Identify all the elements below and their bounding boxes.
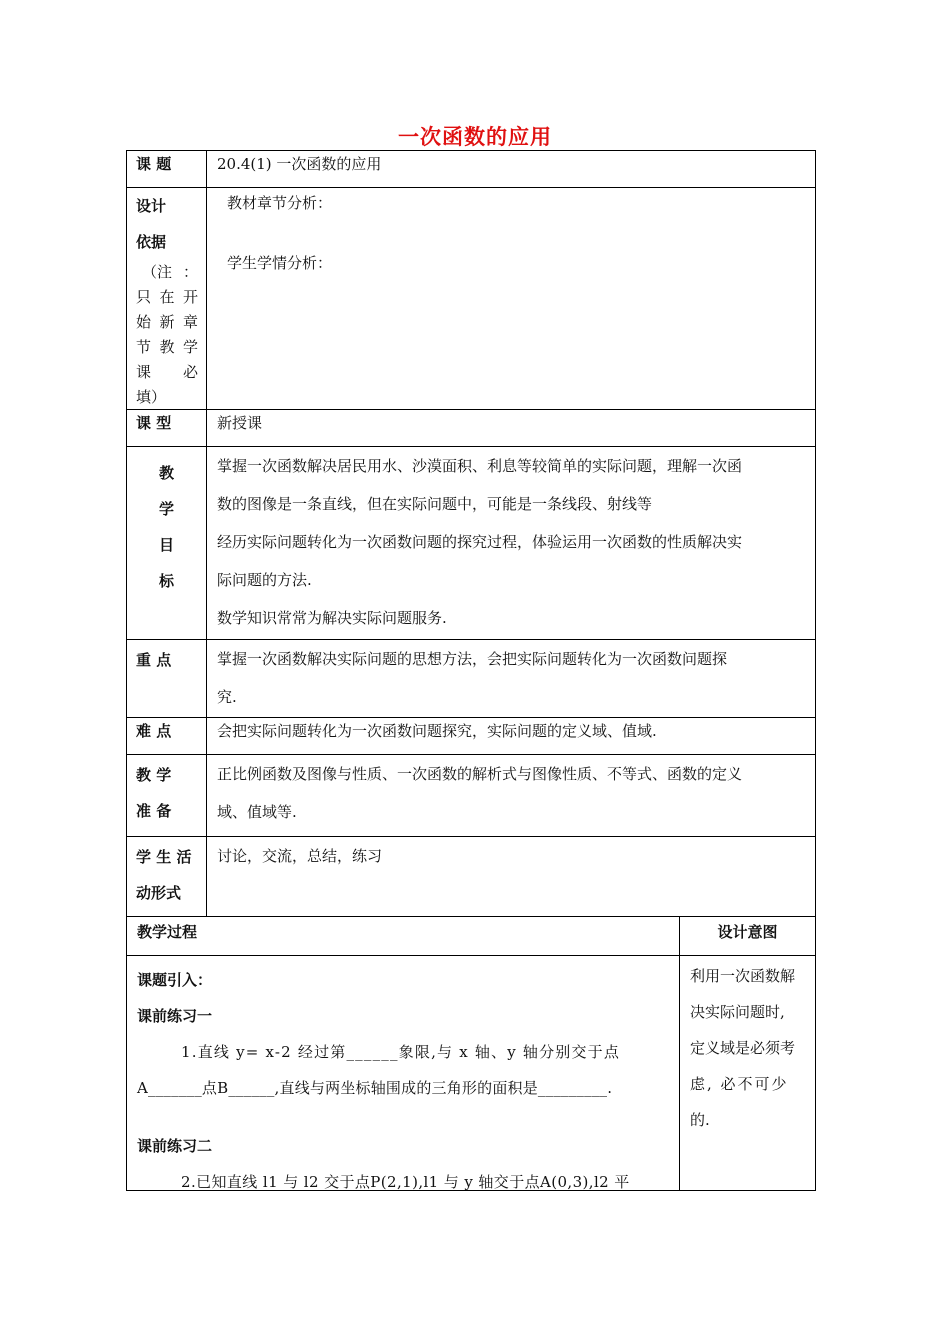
basis-note-line: 课 必: [136, 363, 198, 381]
textbook-analysis: 教材章节分析：: [227, 194, 333, 212]
goal-line: 数的图像是一条直线，但在实际问题中，可能是一条线段、射线等: [217, 495, 653, 513]
prep-value: 正比例函数及图像与性质、一次函数的解析式与图像性质、不等式、函数的定义 域、值域等.: [217, 765, 743, 821]
goal-line: 经历实际问题转化为一次函数问题的探究过程，体验运用一次函数的性质解决实: [217, 533, 743, 551]
activity-label: 学 生 活 动形式: [127, 837, 207, 916]
exercise1-line1: 1.直线 y= x-2 经过第______象限,与 x 轴、y 轴分别交于点: [181, 1043, 621, 1061]
document-title: 一次函数的应用: [398, 125, 552, 149]
process-body-row: [126, 956, 816, 1191]
basis-note-line: 始 新 章: [136, 313, 198, 331]
student-analysis: 学生学情分析：: [227, 254, 333, 272]
basis-label: [127, 188, 207, 409]
prep-label: 教 学 准 备: [127, 755, 207, 836]
goal-line: 际问题的方法.: [217, 571, 312, 589]
difficult-label: 难 点: [127, 718, 207, 754]
basis-value: [207, 188, 815, 409]
key-row: [126, 640, 816, 718]
key-label: 重 点: [127, 640, 207, 717]
basis-row: [126, 188, 816, 410]
intent-header: 设计意图: [717, 923, 778, 941]
topic-label: 课 题: [127, 151, 207, 187]
design-intent: 利用一次函数解 决实际问题时, 定义域是必须考 虑, 必不可少 的.: [690, 967, 796, 1129]
basis-note-line: 只 在 开: [136, 288, 198, 306]
difficult-row: [126, 718, 816, 755]
topic-value: 20.4(1) 一次函数的应用: [217, 155, 382, 173]
key-value: 掌握一次函数解决实际问题的思想方法，会把实际问题转化为一次函数问题探 究.: [217, 650, 728, 706]
exercise1-line2: A_______点B______,直线与两坐标轴围成的三角形的面积是_________.: [137, 1079, 613, 1097]
process-header-row: [126, 917, 816, 956]
prep-row: [126, 755, 816, 837]
goals-value: [207, 447, 815, 639]
basis-note-line: （注 ：: [142, 263, 198, 281]
difficult-value: 会把实际问题转化为一次函数问题探究，实际问题的定义域、值域.: [217, 722, 657, 740]
exercise2-title: 课前练习二: [137, 1137, 213, 1155]
goals-label: 教 学 目 标: [127, 447, 207, 639]
goals-row: [126, 447, 816, 640]
activity-value: 讨论，交流，总结，练习: [217, 847, 383, 865]
basis-note-line: 填）: [136, 388, 167, 406]
activity-row: [126, 837, 816, 917]
intro-heading: 课题引入：: [137, 971, 213, 989]
exercise2-line1: 2.已知直线 l1 与 l2 交于点P(2,1),l1 与 y 轴交于点A(0,3),l2 平: [181, 1173, 630, 1191]
lesson-plan-table: [126, 150, 816, 1191]
type-row: [126, 410, 816, 447]
basis-note-line: 节 教 学: [136, 338, 198, 356]
topic-row: [126, 150, 816, 188]
type-label: 课 型: [127, 410, 207, 446]
basis-label-line1: 设计: [136, 197, 167, 215]
process-content: [127, 956, 680, 1190]
exercise1-title: 课前练习一: [137, 1007, 213, 1025]
process-header: 教学过程: [127, 917, 680, 955]
goal-line: 数学知识常常为解决实际问题服务.: [217, 609, 447, 627]
basis-label-line2: 依据: [136, 233, 167, 251]
type-value: 新授课: [217, 414, 263, 432]
goal-line: 掌握一次函数解决居民用水、沙漠面积、利息等较简单的实际问题，理解一次函: [217, 457, 743, 475]
